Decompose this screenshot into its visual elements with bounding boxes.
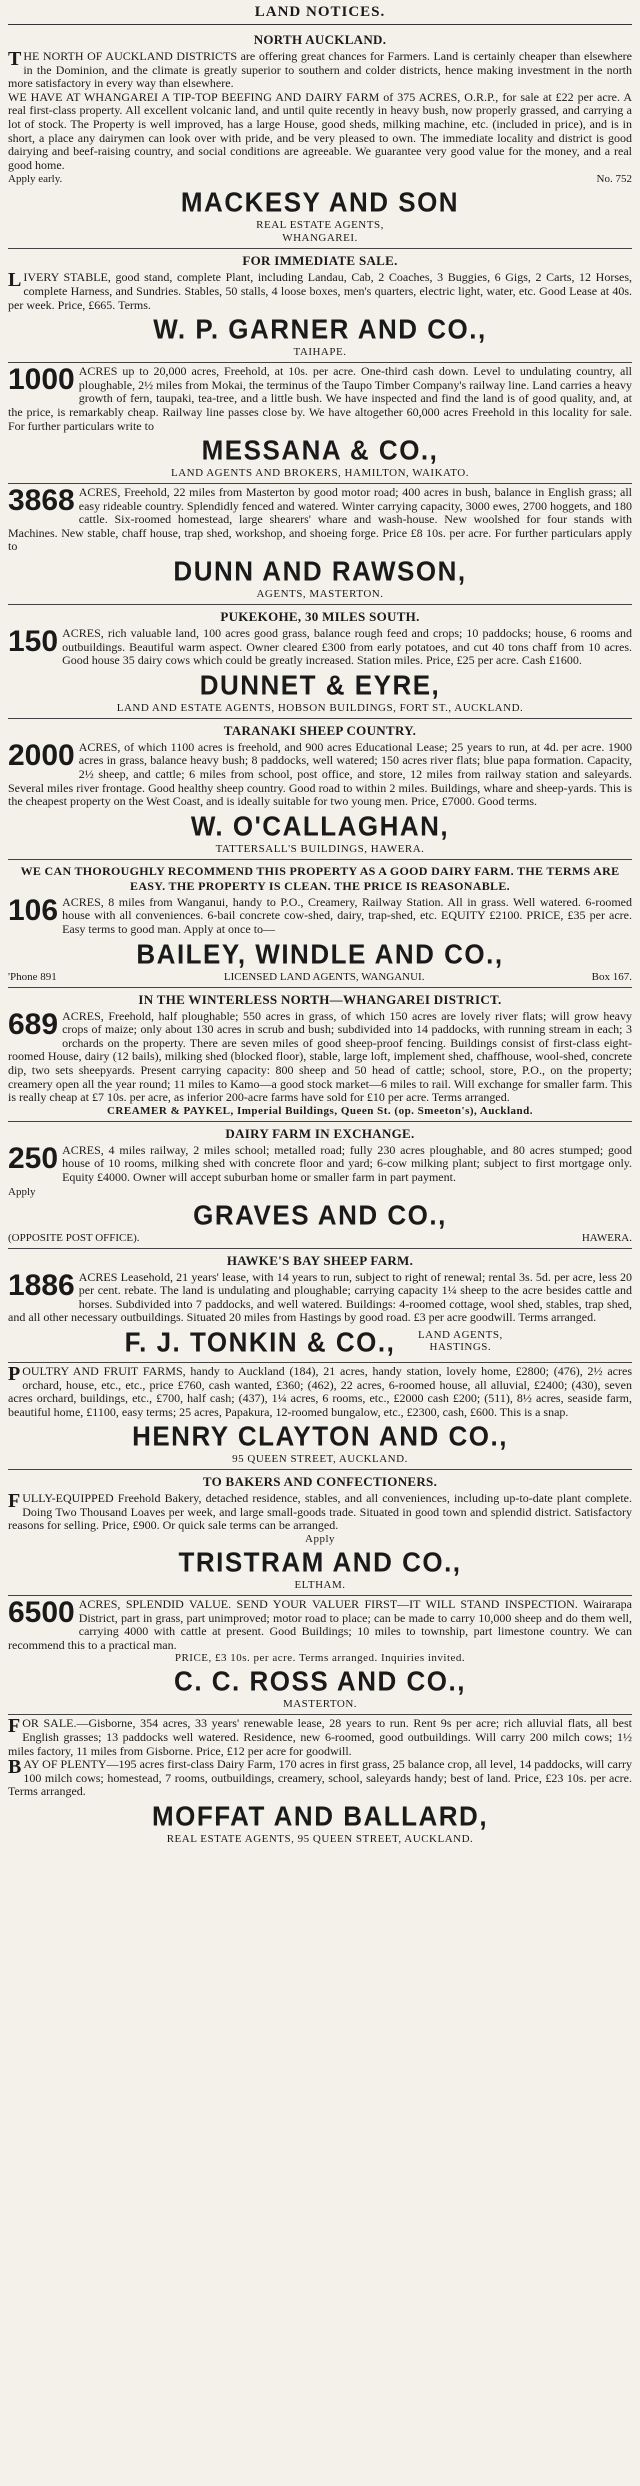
acreage-figure: 6500 — [8, 1596, 75, 1630]
ad-body — [8, 365, 632, 433]
acreage-figure: 2000 — [8, 738, 75, 772]
ad-body — [8, 1007, 632, 1105]
firm-subtitle: TAIHAPE. — [293, 346, 347, 359]
firm-subtitle: AGENTS, MASTERTON. — [256, 588, 384, 601]
ad-messana — [8, 363, 632, 484]
firm-name: GRAVES AND CO., — [193, 1198, 447, 1231]
ad-heading: IN THE WINTERLESS NORTH—WHANGAREI DISTRICT. — [138, 991, 502, 1007]
drop-cap: P — [8, 1362, 21, 1385]
firm-name: HENRY CLAYTON AND CO., — [132, 1420, 508, 1453]
ad-text: ACRES, Freehold, half ploughable; 550 acres in grass, of which 150 acres are lovely river flats; will grow heavy crops of maize; only about 130 acres in scrub and bush; subdivided into 14 paddocks, with running stream in each; 3 orchards on the property. There are seven miles of good sheep-proof fencing. Buildings consist of first-class eight-roomed House, dairy (12 bails), milking shed (blocked floor), stable, large loft, implement shed, chaffhouse, wool-shed, concrete dip, two sets sheepyards. Present carrying capacity: 800 sheep and 50 head of cattle; school, store, P.O., on the property; creamery open all the year round; 11 miles to Kamo—a good stock market—6 miles to rail. Will exchange for smaller farm. This is really cheap at £7 10s. per acre, as inferior 200-acre farms have sold for £10 per acre. Terms arranged. — [8, 1008, 632, 1105]
firm-subtitle: ELTHAM. — [294, 1579, 346, 1592]
firm-subtitle: 95 QUEEN STREET, AUCKLAND. — [232, 1453, 408, 1466]
acreage-figure: 1000 — [8, 363, 75, 397]
ad-text: ACRES, 8 miles from Wanganui, handy to P.O., Creamery, Railway Station. All in grass. Well watered. 6-roomed house with all conveniences. 6-bail concrete cow-shed, dairy, trap-shed, etc. EQUITY £2100. PRICE, £35 per acre. Easy terms to good man. Apply at once to— — [62, 894, 632, 936]
ad-ocallaghan — [8, 719, 632, 860]
firm-name: F. J. TONKIN & CO., — [124, 1326, 396, 1358]
acreage-figure: 1886 — [8, 1268, 75, 1302]
ad-text: ACRES, rich valuable land, 100 acres good grass, balance rough feed and crops; 10 paddocks; house, 6 rooms and outbuildings. Beautiful warm aspect. Owner cleared £300 from early potatoes, and cut 40 tons chaff from 10 acres. Good house 35 dairy cows which could be greatly increased. Station miles. Price, £25 per acre. Cash £1600. — [62, 626, 632, 668]
ad-text: ACRES, Freehold, 22 miles from Masterton by good motor road; 400 acres in bush, balance in English grass; all easy rideable country. Splendidly fenced and watered. Winter carrying capacity, 3000 ewes, 2700 hoggets, and 180 cattle. Six-roomed homestead, large shearers' whare and wash-house. New woolshed for four stands with Machines. New stable, chaff house, trap shed, workshop, and shoeing forge. Price £8 10s. per acre. For further particulars apply to — [8, 485, 632, 554]
ad-body — [8, 1362, 632, 1419]
firm-name: BAILEY, WINDLE AND CO., — [136, 937, 504, 970]
ad-body-second — [8, 1758, 632, 1799]
ad-text: ULLY-EQUIPPED Freehold Bakery, detached residence, stables, and all conveniences, including up-to-date plant complete. Doing Two Thousand Loaves per week, and large small-goods trade. Situated in good town and splendid district. Satisfactory reasons for selling. Price, £900. Or quick sale terms can be arranged. — [8, 1491, 632, 1533]
ad-garner — [8, 249, 632, 363]
ad-text: OR SALE.—Gisborne, 354 acres, 33 years' renewable lease, 28 years to run. Rent 9s per acre; rich alluvial flats, all best English grasses; 13 paddocks well watered. Residence, new 6-roomed, good outbuildings. Will carry 200 milch cows; 1½ miles factory, 11 miles from Gisborne. Price, £12 per acre for goodwill. — [8, 1716, 632, 1758]
ad-tristram — [8, 1470, 632, 1596]
ad-text: AY OF PLENTY—195 acres first-class Dairy Farm, 170 acres in first grass, 25 balance crop, all level, 14 paddocks, will carry 100 milch cows; homestead, 7 rooms, outbuildings, creamery, school, saleyards handy; best of land. Price, £23 10s. per acre. Terms arranged. — [8, 1757, 632, 1799]
ad-text: OULTRY AND FRUIT FARMS, handy to Auckland (184), 21 acres, handy station, lovely home, £2800; (476), 2½ acres orchard, house, etc., etc., price £760, cash wanted, £360; (462), 22 acres, 6-roomed house, all alluvial, £2400; (430), seven acres orchard, buildings, etc., £700, half cash; (437), 1¼ acres, 6 rooms, etc., £2000 cash £200; (511), 8½ acres, seaside farm, beautiful home, £1100, easy terms; 25 acres, Papakura, 12-roomed bungalow, etc., £2300, cash, £600. This is a snap. — [8, 1363, 632, 1419]
firm-subtitle: REAL ESTATE AGENTS, 95 QUEEN STREET, AUCKLAND. — [166, 1833, 474, 1845]
firm-subtitle: LAND AND ESTATE AGENTS, HOBSON BUILDINGS, FORT ST., AUCKLAND. — [116, 701, 524, 714]
firm-tagline: CREAMER & PAYKEL, Imperial Buildings, Queen St. (op. Smeeton's), Auckland. — [106, 1104, 534, 1117]
price-line: PRICE, £3 10s. per acre. Terms arranged. Inquiries invited. — [174, 1652, 466, 1665]
masthead-rule — [8, 24, 632, 25]
ad-body — [8, 1492, 632, 1533]
firm-address: (OPPOSITE POST OFFICE). — [8, 1231, 140, 1244]
ad-body — [8, 738, 632, 809]
ad-cc-ross — [8, 1596, 632, 1715]
ad-heading: TARANAKI SHEEP COUNTRY. — [223, 722, 417, 738]
ad-heading: FOR IMMEDIATE SALE. — [242, 253, 398, 269]
contact-row — [8, 971, 632, 983]
drop-cap: T — [8, 48, 22, 70]
ad-heading: TO BAKERS AND CONFECTIONERS. — [202, 1474, 438, 1490]
ad-text: HE NORTH OF AUCKLAND DISTRICTS are offering great chances for Farmers. Land is certainly cheaper than elsewhere in the Dominion, and the climate is greatly superior to southern and colder districts, hence making investment in the north more satisfactory in every way than elsewhere. — [8, 49, 632, 91]
ad-tonkin — [8, 1249, 632, 1363]
firm-name: C. C. ROSS AND CO., — [174, 1665, 466, 1698]
land-notices-page — [8, 0, 632, 1849]
ad-body — [8, 893, 632, 937]
masthead: LAND NOTICES. — [254, 4, 386, 20]
ad-body — [8, 1598, 632, 1652]
apply-row — [8, 1186, 632, 1198]
ad-text: ACRES up to 20,000 acres, Freehold, at 10s. per acre. One-third cash down. Level to undulating country, all ploughable, 2½ miles from Mokai, the terminus of the Taupo Timber Company's railway line. Land carries a heavy growth of fern, taupaki, tea-tree, and a little bush. We have inspected and find the land is of good quality, and, at the price, is remarkably cheap. Railway line passes close by. We have altogether 60,000 acres Freehold in this locality for sale. For further particulars write to — [8, 364, 632, 433]
firm-subtitle: LICENSED LAND AGENTS, WANGANUI. — [223, 970, 425, 983]
firm-location: WHANGAREI. — [282, 232, 358, 245]
acreage-figure: 150 — [8, 625, 59, 659]
ad-body — [8, 271, 632, 312]
drop-cap: B — [8, 1756, 22, 1779]
firm-name: DUNN AND RAWSON, — [173, 555, 467, 587]
apply-row — [8, 173, 632, 185]
ad-heading: PUKEKOHE, 30 MILES SOUTH. — [220, 609, 420, 625]
ad-heading: DAIRY FARM IN EXCHANGE. — [225, 1125, 415, 1141]
acreage-figure: 689 — [8, 1007, 59, 1041]
ad-body — [8, 50, 632, 91]
acreage-figure: 106 — [8, 893, 59, 927]
ad-graves — [8, 1122, 632, 1249]
apply-text: Apply — [8, 1185, 36, 1198]
ad-moffat-ballard — [8, 1715, 632, 1849]
firm-name: MOFFAT AND BALLARD, — [151, 1800, 489, 1832]
ad-bailey-windle — [8, 860, 632, 988]
ad-text: ACRES, SPLENDID VALUE. SEND YOUR VALUER FIRST—IT WILL STAND INSPECTION. Wairarapa District, part in grass, part unimproved; motor road to place; can be made to carry 10,000 sheep and do them well, carrying 4000 with cattle at present. Good Buildings; 10 miles to township, part limestone country. We can recommend this to a practical man. — [8, 1597, 632, 1652]
firm-name: W. P. GARNER AND CO., — [153, 313, 487, 345]
ad-body — [8, 1717, 632, 1758]
apply-text: Apply — [305, 1533, 335, 1546]
ad-body — [8, 1268, 632, 1325]
firm-subtitle: TATTERSALL'S BUILDINGS, HAWERA. — [215, 842, 425, 855]
drop-cap: F — [8, 1715, 21, 1738]
ad-dunnet-eyre — [8, 605, 632, 719]
box-number: Box 167. — [591, 970, 632, 983]
ad-body — [8, 627, 632, 668]
ad-text: ACRES Leasehold, 21 years' lease, with 14 years to run, subject to right of renewal; rental 3s. 5d. per acre, less 20 per cent. rebate. The land is undulating and ploughable; carrying capacity 1¼ sheep to the acre besides cattle and horses. Subdivided into 7 paddocks, and well watered. Buildings: 4-roomed cottage, wool shed, stables, trap shed, and all other necessary outbuildings. Situated 20 miles from Hastings by good road. £3 per acre goodwill. Terms arranged. — [8, 1269, 632, 1325]
ad-henry-clayton — [8, 1363, 632, 1470]
ad-reference: No. 752 — [596, 173, 632, 186]
ad-dunn-rawson — [8, 484, 632, 605]
drop-cap: L — [8, 269, 22, 292]
ad-heading: NORTH AUCKLAND. — [253, 32, 387, 47]
contact-row — [8, 1232, 632, 1244]
ad-text: IVERY STABLE, good stand, complete Plant, including Landau, Cab, 2 Coaches, 3 Buggies, 6 Gigs, 2 Carts, 12 Horses, complete Harness, and Sundries. Stables, 50 stalls, 4 loose boxes, men's quarters, electric light, water, etc. Good Lease at 40s. per week. Price, £665. Terms. — [8, 270, 632, 312]
firm-subtitle: LAND AGENTS AND BROKERS, HAMILTON, WAIKATO. — [171, 467, 469, 480]
firm-subtitle: LAND AGENTS, HASTINGS. — [417, 1329, 503, 1354]
acreage-figure: 250 — [8, 1141, 59, 1175]
ad-body — [8, 1141, 632, 1185]
firm-block — [8, 1325, 632, 1359]
ad-heading: WE CAN THOROUGHLY RECOMMEND THIS PROPERTY AS A GOOD DAIRY FARM. THE TERMS ARE EASY. THE PROPERTY IS CLEAN. THE PRICE IS REASONABLE. — [20, 863, 620, 893]
drop-cap: F — [8, 1490, 21, 1513]
acreage-figure: 3868 — [8, 484, 75, 518]
ad-body-second: WE HAVE AT WHANGAREI A TIP-TOP BEEFING AND DAIRY FARM of 375 ACRES, O.R.P., for sale at £22 per acre. A real first-class property. All excellent volcanic land, and until quite recently in heavy bush, now properly grassed, and carrying a lot of stock. The Property is well improved, has a large House, good sheds, milking machine, etc. (included in price), and is in short, a place any dairymen can look over with pride, and be very pleased to own. The immediate locality and district is good dairying and beef-raising country, and social conditions are agreeable. We guarantee very good value for the money, and a real good home. — [8, 89, 632, 172]
ad-text: ACRES, of which 1100 acres is freehold, and 900 acres Educational Lease; 25 years to run, at 4d. per acre. 1900 acres in grass, balance heavy bush; 8 paddocks, well watered; 150 acres river flats; blue papa formation. Capacity, 2½ sheep, and cattle; 6 miles from school, post office, and store, 12 miles from railway station and saleyards. Several miles river frontage. Good healthy sheep country. Good road to within 2 miles. Buildings, whare and sheep-yards. This is the cheapest property on the West Coast, and is ideally suitable for two young men. Price, £7000. Good terms. — [8, 739, 632, 809]
firm-name: MACKESY AND SON — [180, 186, 460, 219]
apply-text: Apply early. — [8, 173, 63, 186]
firm-subtitle: REAL ESTATE AGENTS, — [256, 219, 384, 232]
ad-text: ACRES, 4 miles railway, 2 miles school; metalled road; fully 230 acres ploughable, and 80 acres stumped; good house of 10 rooms, milking shed with concrete floor and yard; 6-cow milking plant; subject to first mortgage only. Equity £4000. Owner will accept suburban home or smaller farm in part payment. — [62, 1142, 632, 1184]
firm-subtitle: HAWERA. — [581, 1231, 632, 1244]
ad-body — [8, 486, 632, 554]
phone-number: 'Phone 891 — [8, 970, 57, 983]
firm-name: MESSANA & CO., — [201, 434, 439, 466]
firm-name: DUNNET & EYRE, — [199, 669, 441, 701]
ad-creamer-paykel — [8, 988, 632, 1122]
firm-subtitle: MASTERTON. — [282, 1698, 358, 1711]
firm-name: W. O'CALLAGHAN, — [190, 810, 450, 842]
ad-mackesy — [8, 28, 632, 249]
firm-name: TRISTRAM AND CO., — [178, 1546, 462, 1578]
ad-heading: HAWKE'S BAY SHEEP FARM. — [226, 1252, 414, 1268]
